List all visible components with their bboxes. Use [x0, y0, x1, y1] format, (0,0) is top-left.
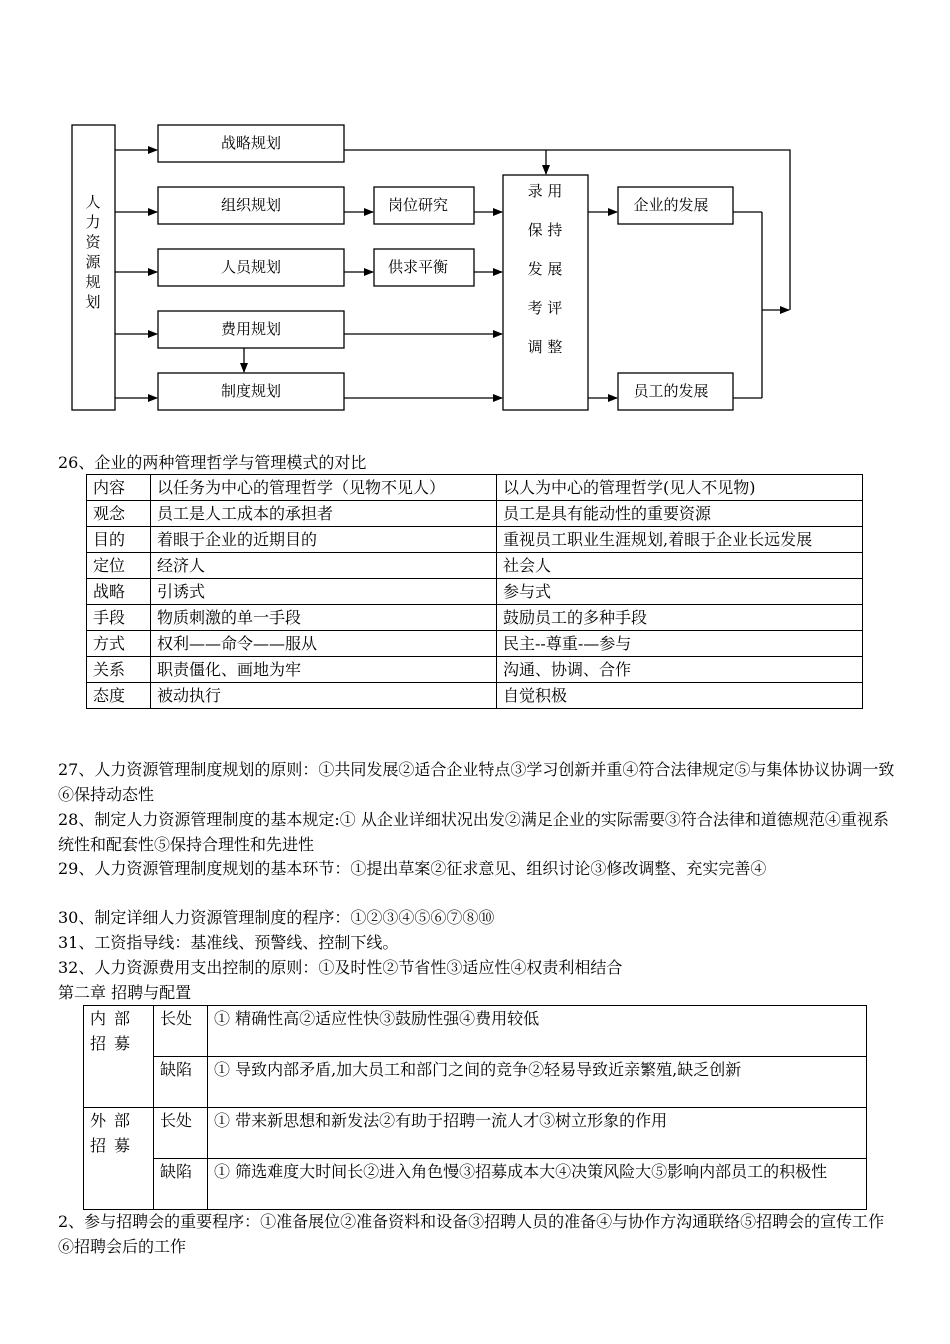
header-cell: 内容	[87, 475, 151, 501]
table-cell: 员工是具有能动性的重要资源	[497, 501, 863, 527]
table-cell: 关系	[87, 657, 151, 683]
table-row	[87, 631, 863, 657]
table-cell: 民主--尊重-—参与	[497, 631, 863, 657]
internal-recruit-cell	[84, 1006, 154, 1108]
staff-plan-label: 人员规划	[220, 258, 282, 276]
policy-plan-label: 制度规划	[220, 382, 282, 400]
svg-text:划: 划	[85, 293, 101, 311]
disadvantage-label: 缺陷	[154, 1057, 208, 1108]
table-cell: 员工是人工成本的承担者	[151, 501, 497, 527]
internal-disadvantage-text: ① 导致内部矛盾,加大员工和部门之间的竞争②轻易导致近亲繁殖,缺乏创新	[208, 1057, 867, 1108]
cost-plan-label: 费用规划	[220, 320, 282, 338]
table-cell: 权利——命令——服从	[151, 631, 497, 657]
table-row	[84, 1006, 867, 1057]
chapter-2-heading: 第二章 招聘与配置	[58, 983, 192, 1002]
table-row	[87, 501, 863, 527]
employee-dev-label: 员工的发展	[633, 382, 709, 400]
svg-text:资: 资	[85, 233, 101, 251]
item-31: 31、工资指导线：基准线、预警线、控制下线。	[58, 933, 399, 952]
internal-advantage-text: ① 精确性高②适应性快③鼓励性强④费用较低	[208, 1006, 867, 1057]
header-cell: 以任务为中心的管理哲学（见物不见人）	[151, 475, 497, 501]
item-30: 30、制定详细人力资源管理制度的程序：①②③④⑤⑥⑦⑧⑩	[58, 908, 495, 927]
svg-text:规: 规	[85, 273, 101, 291]
table-cell: 着眼于企业的近期目的	[151, 527, 497, 553]
table-cell: 手段	[87, 605, 151, 631]
table-cell: 重视员工职业生涯规划,着眼于企业长远发展	[497, 527, 863, 553]
item-29: 29、人力资源管理制度规划的基本环节：①提出草案②征求意见、组织讨论③修改调整、充实完善④	[58, 859, 767, 878]
table-cell: 自觉积极	[497, 683, 863, 709]
section-26-heading: 26、企业的两种管理哲学与管理模式的对比	[58, 453, 367, 472]
item-32: 32、人力资源费用支出控制的原则：①及时性②节省性③适应性④权责利相结合	[58, 958, 623, 977]
table-row	[87, 657, 863, 683]
table-row	[87, 605, 863, 631]
svg-text:源: 源	[85, 253, 101, 271]
advantage-label: 长处	[154, 1006, 208, 1057]
function-appraise: 考 评	[527, 299, 563, 317]
table-row	[84, 1159, 867, 1210]
table-cell: 战略	[87, 579, 151, 605]
recruitment-comparison-table	[83, 1005, 867, 1210]
org-plan-label: 组织规划	[220, 196, 282, 214]
table-cell: 态度	[87, 683, 151, 709]
table-cell: 物质刺激的单一手段	[151, 605, 497, 631]
item-28: 28、制定人力资源管理制度的基本规定:① 从企业详细状况出发②满足企业的实际需要③符合法律和道德规范④重视系统性和配套性⑤保持合理性和先进性	[58, 810, 889, 854]
table-row	[87, 683, 863, 709]
table-header-row	[87, 475, 863, 501]
external-recruit-label: 外部招募	[90, 1111, 139, 1155]
table-row	[84, 1108, 867, 1159]
item-2-recruitment-fair: 2、参与招聘会的重要程序：①准备展位②准备资料和设备③招聘人员的准备④与协作方沟通联络⑤招聘会的宣传工作⑥招聘会后的工作	[58, 1212, 885, 1256]
function-recruit: 录 用	[527, 182, 563, 200]
table-row	[87, 579, 863, 605]
hr-planning-diagram	[0, 0, 950, 440]
supply-demand-label: 供求平衡	[387, 258, 449, 276]
job-analysis-label: 岗位研究	[387, 196, 449, 214]
svg-text:力: 力	[85, 213, 101, 231]
function-adjust: 调 整	[527, 338, 563, 356]
table-cell: 职责僵化、画地为牢	[151, 657, 497, 683]
table-cell: 社会人	[497, 553, 863, 579]
table-cell: 引诱式	[151, 579, 497, 605]
function-develop: 发 展	[527, 260, 563, 278]
svg-text:人: 人	[85, 193, 101, 211]
enterprise-dev-label: 企业的发展	[633, 196, 709, 214]
table-cell: 参与式	[497, 579, 863, 605]
header-cell: 以人为中心的管理哲学(见人不见物)	[497, 475, 863, 501]
table-row	[87, 553, 863, 579]
external-disadvantage-text: ① 筛选难度大时间长②进入角色慢③招募成本大④决策风险大⑤影响内部员工的积极性	[208, 1159, 867, 1210]
table-cell: 鼓励员工的多种手段	[497, 605, 863, 631]
disadvantage-label: 缺陷	[154, 1159, 208, 1210]
table-cell: 定位	[87, 553, 151, 579]
external-recruit-cell	[84, 1108, 154, 1210]
hr-planning-label	[85, 193, 101, 311]
table-cell: 沟通、协调、合作	[497, 657, 863, 683]
table-cell: 方式	[87, 631, 151, 657]
table-cell: 观念	[87, 501, 151, 527]
item-27: 27、人力资源管理制度规划的原则：①共同发展②适合企业特点③学习创新并重④符合法律规定⑤与集体协议协调一致⑥保持动态性	[58, 760, 895, 804]
internal-recruit-label: 内部招募	[90, 1009, 139, 1053]
hr-functions-box	[503, 175, 588, 410]
table-cell: 经济人	[151, 553, 497, 579]
function-retain: 保 持	[527, 221, 563, 239]
advantage-label: 长处	[154, 1108, 208, 1159]
hr-functions-labels	[528, 182, 563, 356]
strategy-plan-label: 战略规划	[220, 134, 282, 152]
table-cell: 被动执行	[151, 683, 497, 709]
philosophy-comparison-table	[86, 474, 863, 709]
external-advantage-text: ① 带来新思想和新发法②有助于招聘一流人才③树立形象的作用	[208, 1108, 867, 1159]
table-cell: 目的	[87, 527, 151, 553]
table-row	[84, 1057, 867, 1108]
table-row	[87, 527, 863, 553]
